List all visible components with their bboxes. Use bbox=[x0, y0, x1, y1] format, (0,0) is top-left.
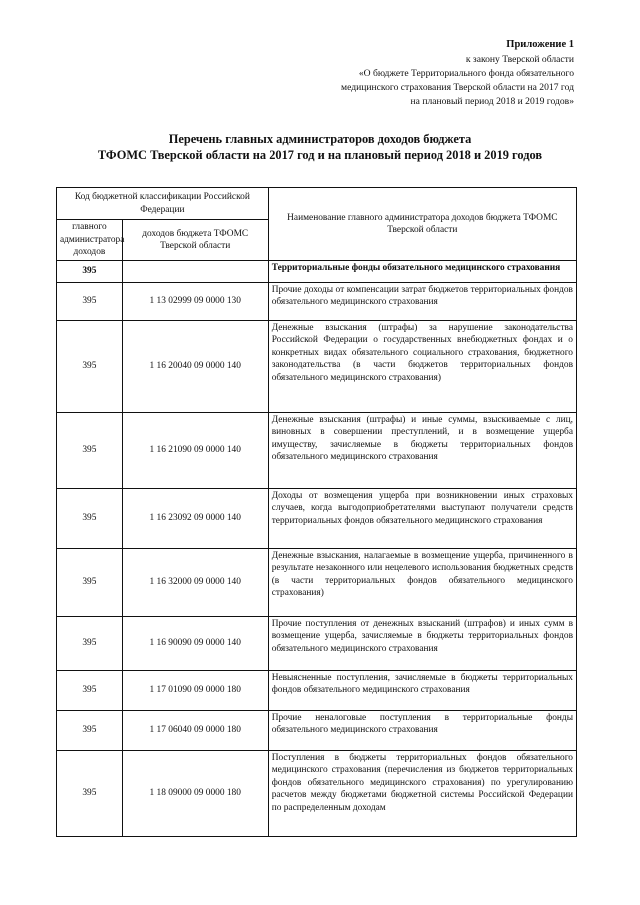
table-row bbox=[57, 283, 577, 321]
section-code: 395 bbox=[57, 261, 123, 283]
row-kbk: 1 17 06040 09 0000 180 bbox=[122, 711, 268, 751]
row-admin-code: 395 bbox=[57, 617, 123, 671]
row-name: Денежные взыскания (штрафы) за нарушение законодательства Российской Федерации о государственных внебюджетных фондах и о конкретных видах обязательного социального страхования, бюджетного законодательства (в части бюджетов территориальных фондов обязательного медицинского страхования) bbox=[268, 321, 576, 413]
row-name: Прочие неналоговые поступления в территориальные фонды обязательного медицинского страхования bbox=[268, 711, 576, 751]
row-admin-code: 395 bbox=[57, 283, 123, 321]
appendix-line: медицинского страхования Тверской области на 2017 год bbox=[341, 82, 574, 93]
row-admin-code: 395 bbox=[57, 489, 123, 549]
appendix-line: к закону Тверской области bbox=[465, 54, 574, 65]
table-row bbox=[57, 413, 577, 489]
title-line-1: Перечень главных администраторов доходов бюджета bbox=[168, 132, 472, 146]
document-title bbox=[0, 131, 640, 163]
header-kbk-group: Код бюджетной классификации Российской Федерации bbox=[57, 188, 269, 220]
row-admin-code: 395 bbox=[57, 413, 123, 489]
header-income: доходов бюджета ТФОМС Тверской области bbox=[122, 220, 268, 261]
row-admin-code: 395 bbox=[57, 751, 123, 837]
appendix-line: «О бюджете Территориального фонда обязательного bbox=[358, 68, 574, 79]
row-kbk: 1 16 21090 09 0000 140 bbox=[122, 413, 268, 489]
row-name: Доходы от возмещения ущерба при возникновении иных страховых случаев, когда выгодоприобретателями выступают получатели средств территориальных фондов обязательного медицинского страхования bbox=[268, 489, 576, 549]
row-name: Прочие поступления от денежных взысканий (штрафов) и иных сумм в возмещение ущерба, зачисляемые в бюджеты территориальных фондов обязательного медицинского страхования bbox=[268, 617, 576, 671]
row-kbk: 1 16 20040 09 0000 140 bbox=[122, 321, 268, 413]
row-kbk: 1 17 01090 09 0000 180 bbox=[122, 671, 268, 711]
header-row-top bbox=[57, 188, 577, 220]
header-admin: главного администратора доходов bbox=[57, 220, 123, 261]
row-admin-code: 395 bbox=[57, 711, 123, 751]
table-row bbox=[57, 751, 577, 837]
table-row bbox=[57, 549, 577, 617]
row-name: Денежные взыскания, налагаемые в возмещение ущерба, причиненного в результате незаконного или нецелевого использования бюджетных средств (в части территориальных фондов обязательного медицинского страхования) bbox=[268, 549, 576, 617]
appendix-line: на плановый период 2018 и 2019 годов» bbox=[410, 96, 574, 107]
appendix-title: Приложение 1 bbox=[506, 39, 574, 50]
row-name: Денежные взыскания (штрафы) и иные суммы, взыскиваемые с лиц, виновных в совершении преступлений, и в возмещение ущерба имуществу, зачисляемые в бюджеты территориальных фондов обязательного медицинского страхования bbox=[268, 413, 576, 489]
section-row bbox=[57, 261, 577, 283]
row-name: Поступления в бюджеты территориальных фондов обязательного медицинского страхования (перечисления из бюджетов территориальных фондов обязательного медицинского страхования) по урегулированию расчетов между бюджетами бюджетной системы Российской Федерации по распределенным доходам bbox=[268, 751, 576, 837]
row-kbk: 1 16 32000 09 0000 140 bbox=[122, 549, 268, 617]
table-row bbox=[57, 321, 577, 413]
table-row bbox=[57, 711, 577, 751]
row-kbk: 1 18 09000 09 0000 180 bbox=[122, 751, 268, 837]
table-row bbox=[57, 617, 577, 671]
section-empty bbox=[122, 261, 268, 283]
row-kbk: 1 16 90090 09 0000 140 bbox=[122, 617, 268, 671]
appendix-block bbox=[341, 38, 574, 109]
title-line-2: ТФОМС Тверской области на 2017 год и на плановый период 2018 и 2019 годов bbox=[97, 148, 543, 162]
row-admin-code: 395 bbox=[57, 321, 123, 413]
row-name: Невыясненные поступления, зачисляемые в бюджеты территориальных фондов обязательного медицинского страхования bbox=[268, 671, 576, 711]
row-admin-code: 395 bbox=[57, 549, 123, 617]
row-admin-code: 395 bbox=[57, 671, 123, 711]
administrators-table bbox=[56, 187, 577, 837]
table-row bbox=[57, 489, 577, 549]
section-name: Территориальные фонды обязательного медицинского страхования bbox=[268, 261, 576, 283]
header-name: Наименование главного администратора доходов бюджета ТФОМС Тверской области bbox=[268, 188, 576, 261]
row-kbk: 1 13 02999 09 0000 130 bbox=[122, 283, 268, 321]
row-name: Прочие доходы от компенсации затрат бюджетов территориальных фондов обязательного медицинского страхования bbox=[268, 283, 576, 321]
table-row bbox=[57, 671, 577, 711]
row-kbk: 1 16 23092 09 0000 140 bbox=[122, 489, 268, 549]
